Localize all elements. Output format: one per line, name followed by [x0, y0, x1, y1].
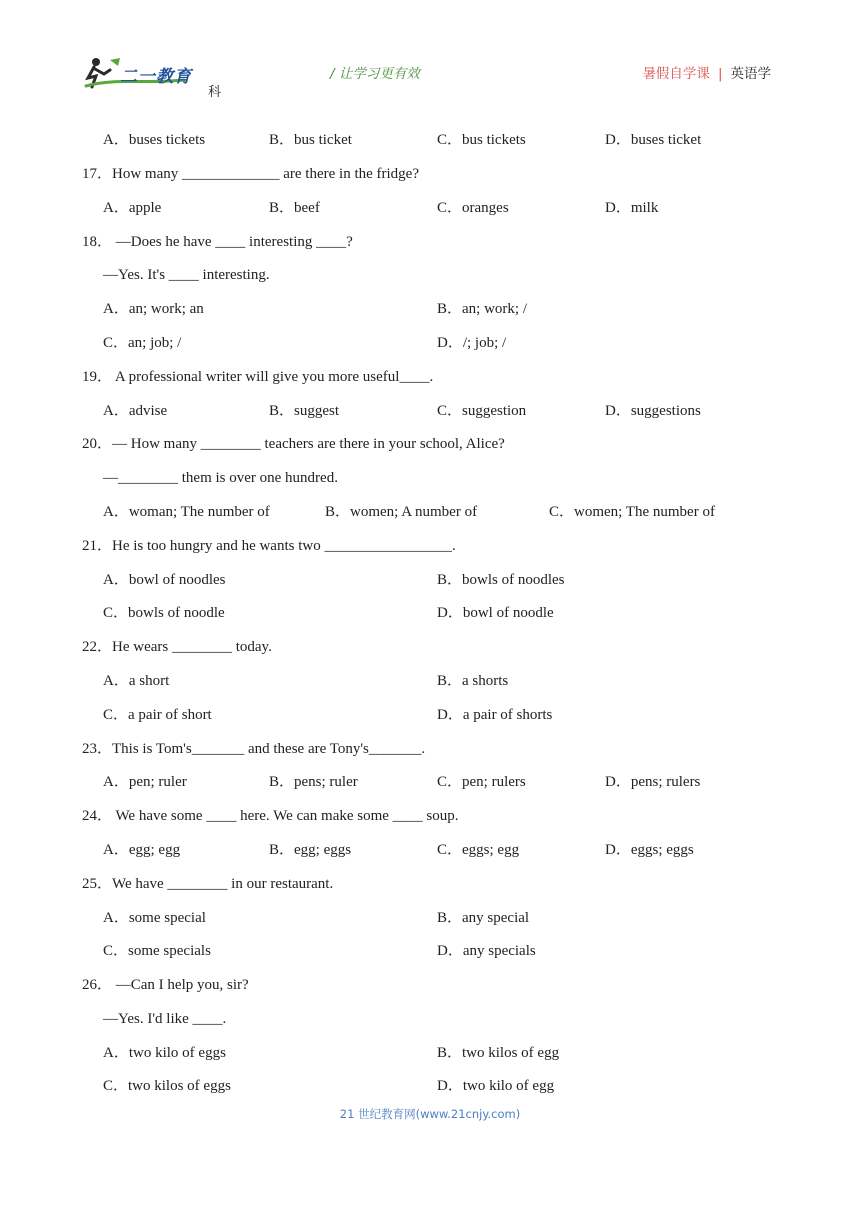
page-footer: 21 世纪教育网(www.21cnjy.com): [339, 1107, 521, 1121]
option-a: A．woman; The number of: [103, 504, 270, 520]
option-a: A．apple: [103, 200, 162, 216]
option-d: D．buses ticket: [605, 132, 702, 148]
option-c: C．suggestion: [437, 403, 527, 419]
option-a: A．an; work; an: [103, 301, 204, 317]
option-b: B．bus ticket: [269, 132, 352, 148]
page-header: [0, 0, 860, 110]
logo-text: 二一教育: [120, 67, 192, 87]
option-b: B．beef: [269, 200, 320, 216]
course-label: 暑假自学课: [642, 66, 710, 82]
header-subject-suffix: 科: [208, 85, 222, 100]
option-d: D．suggestions: [605, 403, 701, 419]
question-text: 22．He wears ________ today.: [82, 639, 272, 655]
option-c: C．oranges: [437, 200, 509, 216]
option-b: B．pens; ruler: [269, 774, 358, 790]
option-d: D．eggs; eggs: [605, 842, 694, 858]
option-c: C．bowls of noodle: [103, 605, 225, 621]
option-a: A．egg; egg: [103, 842, 181, 858]
option-b: B．any special: [437, 910, 530, 926]
question-subtext: —Yes. I'd like ____.: [103, 1011, 227, 1027]
option-b: B．a shorts: [437, 673, 509, 689]
option-c: C．pen; rulers: [437, 774, 526, 790]
option-c: C．eggs; egg: [437, 842, 520, 858]
header-separator: |: [717, 66, 723, 82]
option-b: B．suggest: [269, 403, 340, 419]
option-a: A．some special: [103, 910, 206, 926]
question-text: 21．He is too hungry and he wants two _________________.: [82, 538, 456, 554]
option-b: B．two kilos of egg: [437, 1045, 560, 1061]
option-b: B．bowls of noodles: [437, 572, 565, 588]
header-slogan: / 让学习更有效: [330, 66, 420, 82]
question-text: 26． —Can I help you, sir?: [82, 977, 249, 993]
option-d: D．pens; rulers: [605, 774, 701, 790]
option-b: B．an; work; /: [437, 301, 527, 317]
question-text: 17．How many _____________ are there in the fridge?: [82, 166, 419, 182]
option-c: C．some specials: [103, 943, 211, 959]
question-text: 19． A professional writer will give you more useful____.: [82, 369, 434, 385]
option-d: D．any specials: [437, 943, 536, 959]
option-b: B．egg; eggs: [269, 842, 352, 858]
option-a: A．bowl of noodles: [103, 572, 226, 588]
option-a: A．advise: [103, 403, 168, 419]
question-text: 23．This is Tom's_______ and these are Tony's_______.: [82, 741, 426, 757]
option-d: D．/; job; /: [437, 335, 507, 351]
option-d: D．bowl of noodle: [437, 605, 554, 621]
option-c: C．two kilos of eggs: [103, 1078, 231, 1094]
header-course-info: [642, 62, 771, 82]
option-d: D．milk: [605, 200, 659, 216]
option-d: D．a pair of shorts: [437, 707, 553, 723]
question-text: 18． —Does he have ____ interesting ____?: [82, 234, 353, 250]
option-c: C．women; The number of: [549, 504, 715, 520]
option-c: C．a pair of short: [103, 707, 212, 723]
option-b: B．women; A number of: [325, 504, 478, 520]
question-text: 20．— How many ________ teachers are there in your school, Alice?: [82, 436, 505, 452]
option-a: A．a short: [103, 673, 170, 689]
option-a: A．two kilo of eggs: [103, 1045, 226, 1061]
option-c: C．bus tickets: [437, 132, 526, 148]
question-subtext: —________ them is over one hundred.: [103, 470, 338, 486]
option-d: D．two kilo of egg: [437, 1078, 555, 1094]
question-text: 25．We have ________ in our restaurant.: [82, 876, 334, 892]
option-a: A．pen; ruler: [103, 774, 187, 790]
question-text: 24． We have some ____ here. We can make some ____ soup.: [82, 808, 459, 824]
option-a: A．buses tickets: [103, 132, 206, 148]
option-c: C．an; job; /: [103, 335, 182, 351]
subject-label: 英语学: [730, 66, 771, 82]
question-subtext: —Yes. It's ____ interesting.: [103, 267, 270, 283]
